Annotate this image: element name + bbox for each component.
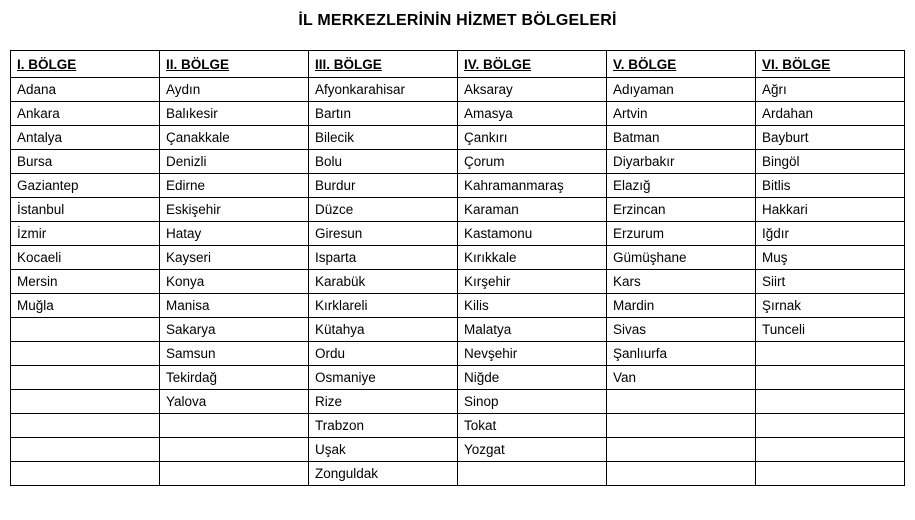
table-cell-empty: [11, 366, 160, 390]
table-cell-empty: [160, 438, 309, 462]
table-cell: Bolu: [309, 150, 458, 174]
table-cell: Kilis: [458, 294, 607, 318]
table-container: [10, 50, 905, 486]
table-cell: Tokat: [458, 414, 607, 438]
table-cell: Bursa: [11, 150, 160, 174]
table-cell: Gaziantep: [11, 174, 160, 198]
table-row: [11, 126, 905, 150]
table-row: [11, 270, 905, 294]
table-cell: Muş: [756, 246, 905, 270]
table-cell: Van: [607, 366, 756, 390]
table-cell: Eskişehir: [160, 198, 309, 222]
table-row: [11, 174, 905, 198]
table-cell: Kastamonu: [458, 222, 607, 246]
table-cell: Hakkari: [756, 198, 905, 222]
table-cell: Zonguldak: [309, 462, 458, 486]
table-cell-empty: [11, 318, 160, 342]
table-row: [11, 78, 905, 102]
table-cell: Ağrı: [756, 78, 905, 102]
table-cell: Diyarbakır: [607, 150, 756, 174]
table-cell: Samsun: [160, 342, 309, 366]
page-title: İL MERKEZLERİNİN HİZMET BÖLGELERİ: [298, 12, 617, 29]
table-row: [11, 342, 905, 366]
table-cell: Ordu: [309, 342, 458, 366]
table-cell-empty: [607, 438, 756, 462]
table-cell-empty: [11, 390, 160, 414]
table-cell: Artvin: [607, 102, 756, 126]
table-cell: Denizli: [160, 150, 309, 174]
table-body: [11, 78, 905, 486]
table-cell: Tekirdağ: [160, 366, 309, 390]
table-cell: Karaman: [458, 198, 607, 222]
table-cell: Ardahan: [756, 102, 905, 126]
table-cell: Antalya: [11, 126, 160, 150]
table-cell: Bartın: [309, 102, 458, 126]
table-cell: Aydın: [160, 78, 309, 102]
table-row: [11, 198, 905, 222]
table-row: [11, 462, 905, 486]
table-row: [11, 222, 905, 246]
table-cell: Bitlis: [756, 174, 905, 198]
table-cell-empty: [607, 414, 756, 438]
table-cell-empty: [458, 462, 607, 486]
table-cell: Yalova: [160, 390, 309, 414]
table-cell: Kırıkkale: [458, 246, 607, 270]
table-cell: Manisa: [160, 294, 309, 318]
table-row: [11, 294, 905, 318]
table-cell-empty: [607, 390, 756, 414]
table-row: [11, 366, 905, 390]
table-header: [11, 51, 905, 78]
column-header-3: III. BÖLGE: [309, 51, 458, 78]
table-cell: Tunceli: [756, 318, 905, 342]
table-cell: Malatya: [458, 318, 607, 342]
table-cell-empty: [11, 462, 160, 486]
table-cell: Iğdır: [756, 222, 905, 246]
table-cell: Erzurum: [607, 222, 756, 246]
table-cell: Rize: [309, 390, 458, 414]
table-cell: Şırnak: [756, 294, 905, 318]
table-cell: Osmaniye: [309, 366, 458, 390]
table-cell: Burdur: [309, 174, 458, 198]
table-cell-empty: [11, 438, 160, 462]
table-cell: Uşak: [309, 438, 458, 462]
table-cell: Bayburt: [756, 126, 905, 150]
table-cell-empty: [11, 342, 160, 366]
table-cell: Sakarya: [160, 318, 309, 342]
table-cell: Kars: [607, 270, 756, 294]
table-cell: Elazığ: [607, 174, 756, 198]
table-cell: Adana: [11, 78, 160, 102]
table-cell: İstanbul: [11, 198, 160, 222]
table-cell-empty: [756, 342, 905, 366]
table-row: [11, 438, 905, 462]
table-cell: Nevşehir: [458, 342, 607, 366]
column-header-4: IV. BÖLGE: [458, 51, 607, 78]
table-cell: Isparta: [309, 246, 458, 270]
table-cell-empty: [607, 462, 756, 486]
table-cell: Gümüşhane: [607, 246, 756, 270]
column-header-1: I. BÖLGE: [11, 51, 160, 78]
table-cell: Adıyaman: [607, 78, 756, 102]
table-cell-empty: [756, 390, 905, 414]
table-cell: Giresun: [309, 222, 458, 246]
service-regions-table: [10, 50, 905, 486]
table-cell: Yozgat: [458, 438, 607, 462]
table-header-row: [11, 51, 905, 78]
table-cell: Konya: [160, 270, 309, 294]
table-cell: Edirne: [160, 174, 309, 198]
table-row: [11, 102, 905, 126]
table-cell: Erzincan: [607, 198, 756, 222]
table-cell: Mersin: [11, 270, 160, 294]
table-cell: Aksaray: [458, 78, 607, 102]
table-cell-empty: [756, 414, 905, 438]
table-cell: Kahramanmaraş: [458, 174, 607, 198]
table-cell: Batman: [607, 126, 756, 150]
document-page: [0, 12, 915, 520]
table-cell-empty: [756, 438, 905, 462]
column-header-6: VI. BÖLGE: [756, 51, 905, 78]
table-cell: Niğde: [458, 366, 607, 390]
table-cell: Afyonkarahisar: [309, 78, 458, 102]
table-cell: Kocaeli: [11, 246, 160, 270]
table-cell: İzmir: [11, 222, 160, 246]
table-cell: Muğla: [11, 294, 160, 318]
table-cell: Sinop: [458, 390, 607, 414]
table-cell: Çankırı: [458, 126, 607, 150]
table-cell: Balıkesir: [160, 102, 309, 126]
table-row: [11, 390, 905, 414]
table-cell: Kütahya: [309, 318, 458, 342]
table-cell-empty: [11, 414, 160, 438]
table-row: [11, 414, 905, 438]
table-cell: Hatay: [160, 222, 309, 246]
table-cell: Düzce: [309, 198, 458, 222]
table-row: [11, 318, 905, 342]
table-cell: Sivas: [607, 318, 756, 342]
table-cell: Mardin: [607, 294, 756, 318]
table-cell-empty: [756, 366, 905, 390]
table-cell: Karabük: [309, 270, 458, 294]
table-cell: Kırşehir: [458, 270, 607, 294]
column-header-2: II. BÖLGE: [160, 51, 309, 78]
table-cell: Amasya: [458, 102, 607, 126]
table-cell: Trabzon: [309, 414, 458, 438]
table-cell: Kırklareli: [309, 294, 458, 318]
table-cell: Bilecik: [309, 126, 458, 150]
table-cell: Bingöl: [756, 150, 905, 174]
table-cell: Kayseri: [160, 246, 309, 270]
table-row: [11, 246, 905, 270]
column-header-5: V. BÖLGE: [607, 51, 756, 78]
table-row: [11, 150, 905, 174]
table-cell: Çorum: [458, 150, 607, 174]
table-cell-empty: [160, 414, 309, 438]
table-cell: Çanakkale: [160, 126, 309, 150]
table-cell-empty: [756, 462, 905, 486]
table-cell: Ankara: [11, 102, 160, 126]
table-cell-empty: [160, 462, 309, 486]
table-cell: Siirt: [756, 270, 905, 294]
table-cell: Şanlıurfa: [607, 342, 756, 366]
